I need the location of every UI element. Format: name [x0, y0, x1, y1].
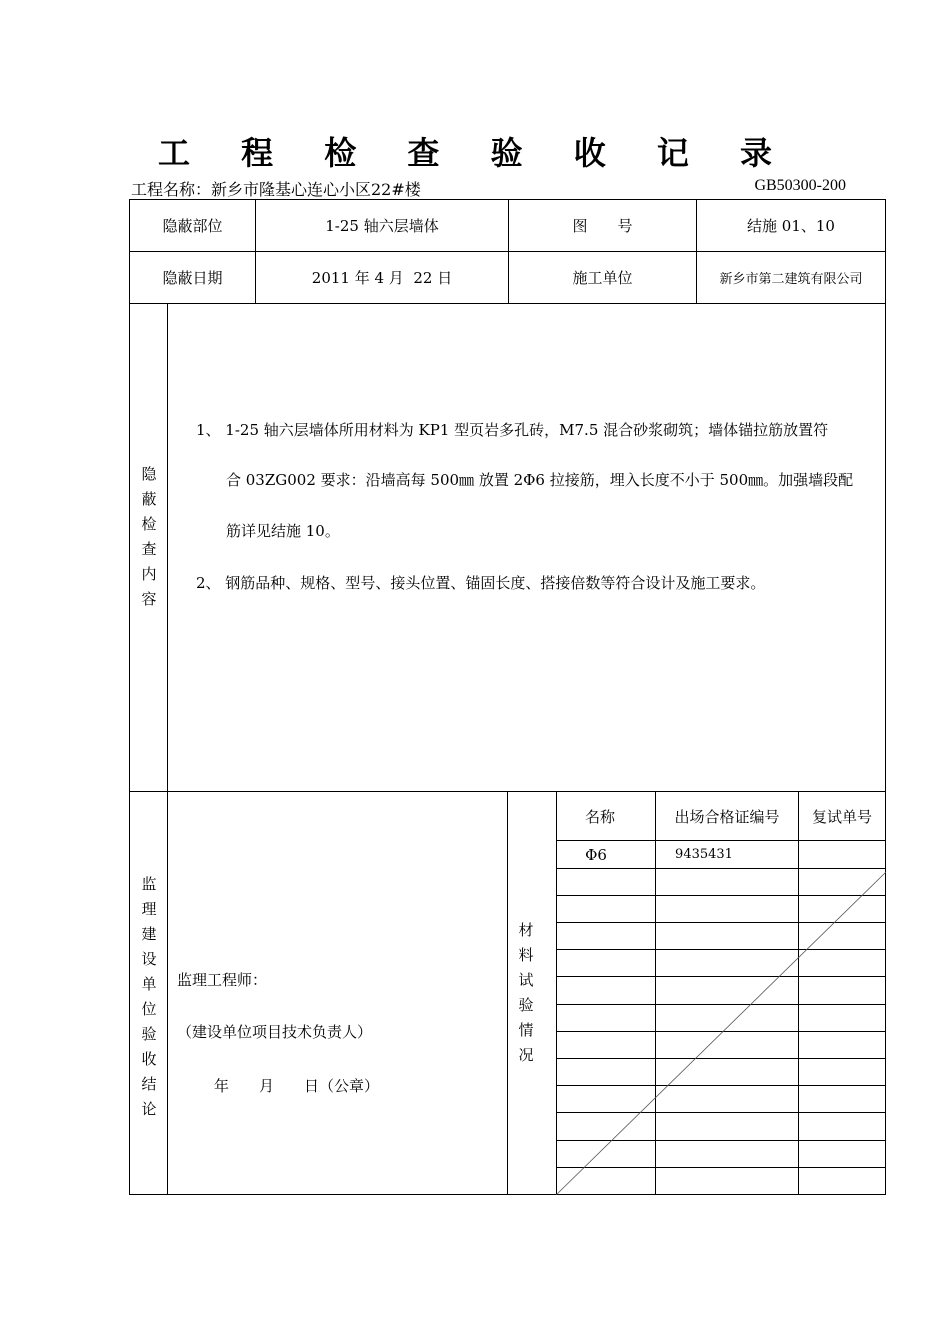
material-row-certificate: 9435431	[675, 847, 733, 862]
content-item-1-line-3: 筋详见结施 10。	[226, 522, 340, 540]
materials-header-name: 名称	[584, 807, 615, 826]
content-side-label: 隐蔽检查内容	[141, 465, 157, 608]
hidden-part-label: 隐蔽部位	[162, 217, 223, 235]
acceptance-side-label: 监理建设单位验收结论	[141, 875, 157, 1118]
materials-side-label: 材料试验情况	[518, 921, 534, 1064]
content-item-1-line-1: 1、 1-25 轴六层墙体所用材料为 KP1 型页岩多孔砖，M7.5 混合砂浆砌筑；墙体锚拉筋放置符	[196, 421, 829, 439]
document-title: 工 程 检 查 验 收 记 录	[158, 134, 792, 172]
materials-header-certificate: 出场合格证编号	[674, 807, 780, 826]
drawing-no-label: 图 号	[572, 217, 633, 235]
supervisor-engineer-label: 监理工程师：	[177, 971, 268, 989]
contractor-value: 新乡市第二建筑有限公司	[719, 272, 863, 287]
materials-header-retest: 复试单号	[811, 807, 872, 826]
material-row-retest	[799, 841, 885, 868]
content-item-2: 2、 钢筋品种、规格、型号、接头位置、锚固长度、搭接倍数等符合设计及施工要求。	[196, 574, 766, 592]
content-item-1-line-2: 合 03ZG002 要求：沿墙高每 500㎜ 放置 2Φ6 拉接筋，埋入长度不小于 500㎜。加强墙段配	[226, 471, 854, 489]
standard-code: GB50300-200	[754, 177, 846, 194]
hidden-part-value: 1-25 轴六层墙体	[325, 217, 439, 235]
material-row-name: Φ6	[585, 845, 607, 864]
hidden-date-label: 隐蔽日期	[162, 269, 223, 287]
blank-rows-diagonal	[556, 868, 886, 1195]
contractor-label: 施工单位	[572, 269, 633, 287]
project-name: 工程名称：新乡市隆基心连心小区22#楼	[131, 180, 421, 199]
date-seal-label: 年 月 日（公章）	[214, 1077, 380, 1095]
owner-rep-label: （建设单位项目技术负责人）	[177, 1023, 373, 1041]
drawing-no-value: 结施 01、10	[747, 217, 835, 235]
hidden-date-value: 2011 年 4 月 22 日	[311, 269, 453, 287]
